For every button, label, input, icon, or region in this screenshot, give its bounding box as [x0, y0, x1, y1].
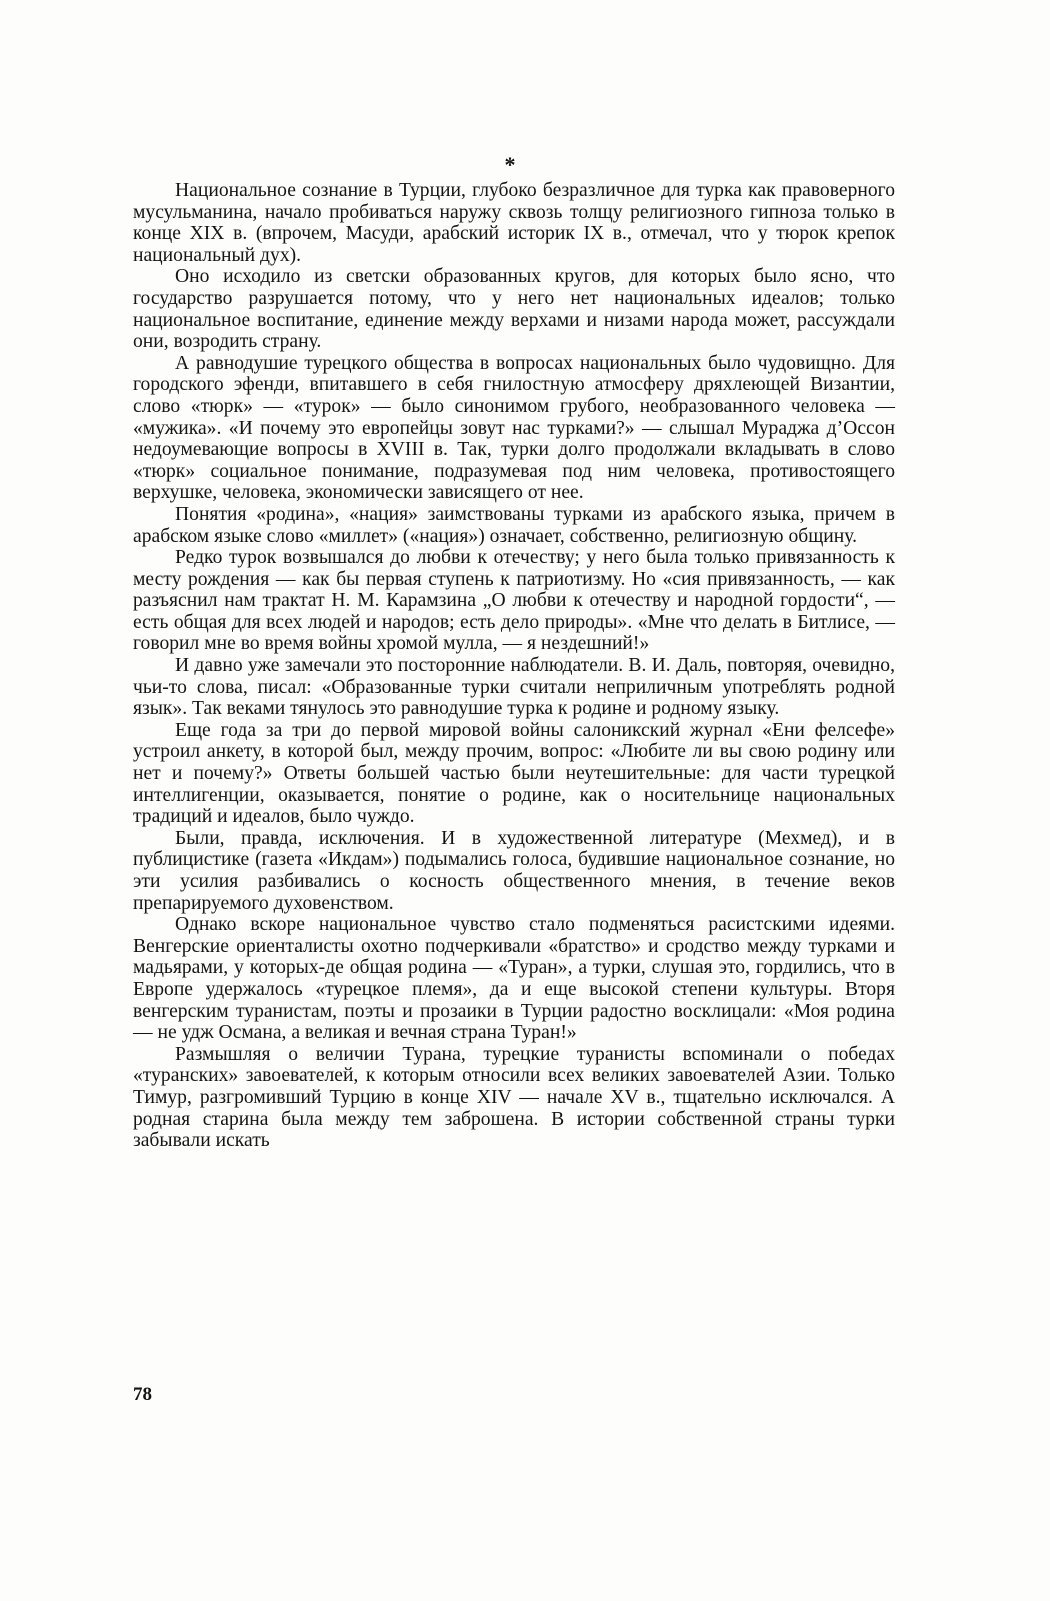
- paragraph: Еще года за три до первой мировой войны салоникский журнал «Ени фелсефе» устроил анкету, в которой был, между прочим, вопрос: «Любите ли вы свою родину или нет и почему?» Ответы большей частью были неутешительные: для части турецкой интеллигенции, оказывается, понятие о родине, как о носительнице национальных традиций и идеалов, было чуждо.: [133, 719, 895, 828]
- paragraph: Оно исходило из светски образованных кругов, для которых было ясно, что государство разрушается потому, что у него нет национальных идеалов; только национальное воспитание, единение между верхами и низами народа может, рассуждали они, возродить страну.: [133, 266, 895, 353]
- paragraph: И давно уже замечали это посторонние наблюдатели. В. И. Даль, повторяя, очевидно, чьи-то слова, писал: «Образованные турки считали неприличным употреблять родной язык». Так веками тянулось это равнодушие турка к родине и родному языку.: [133, 655, 895, 720]
- paragraph: Были, правда, исключения. И в художественной литературе (Мехмед), и в публицистике (газета «Икдам») подымались голоса, будившие национальное сознание, но эти усилия разбивались о косность общественного мнения, в течение веков препарируемого духовенством.: [133, 827, 895, 914]
- body-text: [133, 180, 895, 1152]
- page-number: 78: [133, 1384, 152, 1405]
- paragraph: Размышляя о величии Турана, турецкие туранисты вспоминали о победах «туранских» завоевателей, к которым относили всех великих завоевателей Азии. Только Тимур, разгромивший Турцию в конце XIV — начале XV в., тщательно исключался. А родная старина была между тем заброшена. В истории собственной страны турки забывали искать: [133, 1043, 895, 1152]
- section-ornament: *: [504, 152, 516, 177]
- paragraph: Редко турок возвышался до любви к отечеству; у него была только привязанность к месту рождения — как бы первая ступень к патриотизму. Но «сия привязанность, — как разъяснил нам трактат Н. М. Карамзина „О любви к отечеству и народной гордости“, — есть общая для всех людей и народов; есть дело природы». «Мне что делать в Битлисе, — говорил мне во время войны хромой мулла, — я нездешний!»: [133, 547, 895, 655]
- paragraph: Однако вскоре национальное чувство стало подменяться расистскими идеями. Венгерские ориенталисты охотно подчеркивали «братство» и сродство между турками и мадьярами, у которых-де общая родина — «Туран», а турки, слушая это, гордились, что в Европе удержалось «турецкое племя», да и еще высокой степени культуры. Вторя венгерским туранистам, поэты и прозаики в Турции радостно восклицали: «Моя родина — не удж Османа, а великая и вечная страна Туран!»: [133, 914, 895, 1044]
- paragraph: А равнодушие турецкого общества в вопросах национальных было чудовищно. Для городского эфенди, впитавшего в себя гнилостную атмосферу дряхлеющей Византии, слово «тюрк» — «турок» — было синонимом грубого, необразованного человека — «мужика». «И почему это европейцы зовут нас турками?» — слышал Мураджа д’Оссон недоумевающие вопросы в XVIII в. Так, турки долго продолжали вкладывать в слово «тюрк» социальное понимание, подразумевая под ним человека, противостоящего верхушке, человека, экономически зависящего от нее.: [133, 352, 895, 504]
- paragraph: Понятия «родина», «нация» заимствованы турками из арабского языка, причем в арабском языке слово «миллет» («нация») означает, собственно, религиозную общину.: [133, 503, 895, 547]
- paragraph: Национальное сознание в Турции, глубоко безразличное для турка как правоверного мусульманина, начало пробиваться наружу сквозь толщу религиозного гипноза только в конце XIX в. (впрочем, Масуди, арабский историк IX в., отмечал, что у тюрок крепок национальный дух).: [133, 180, 895, 266]
